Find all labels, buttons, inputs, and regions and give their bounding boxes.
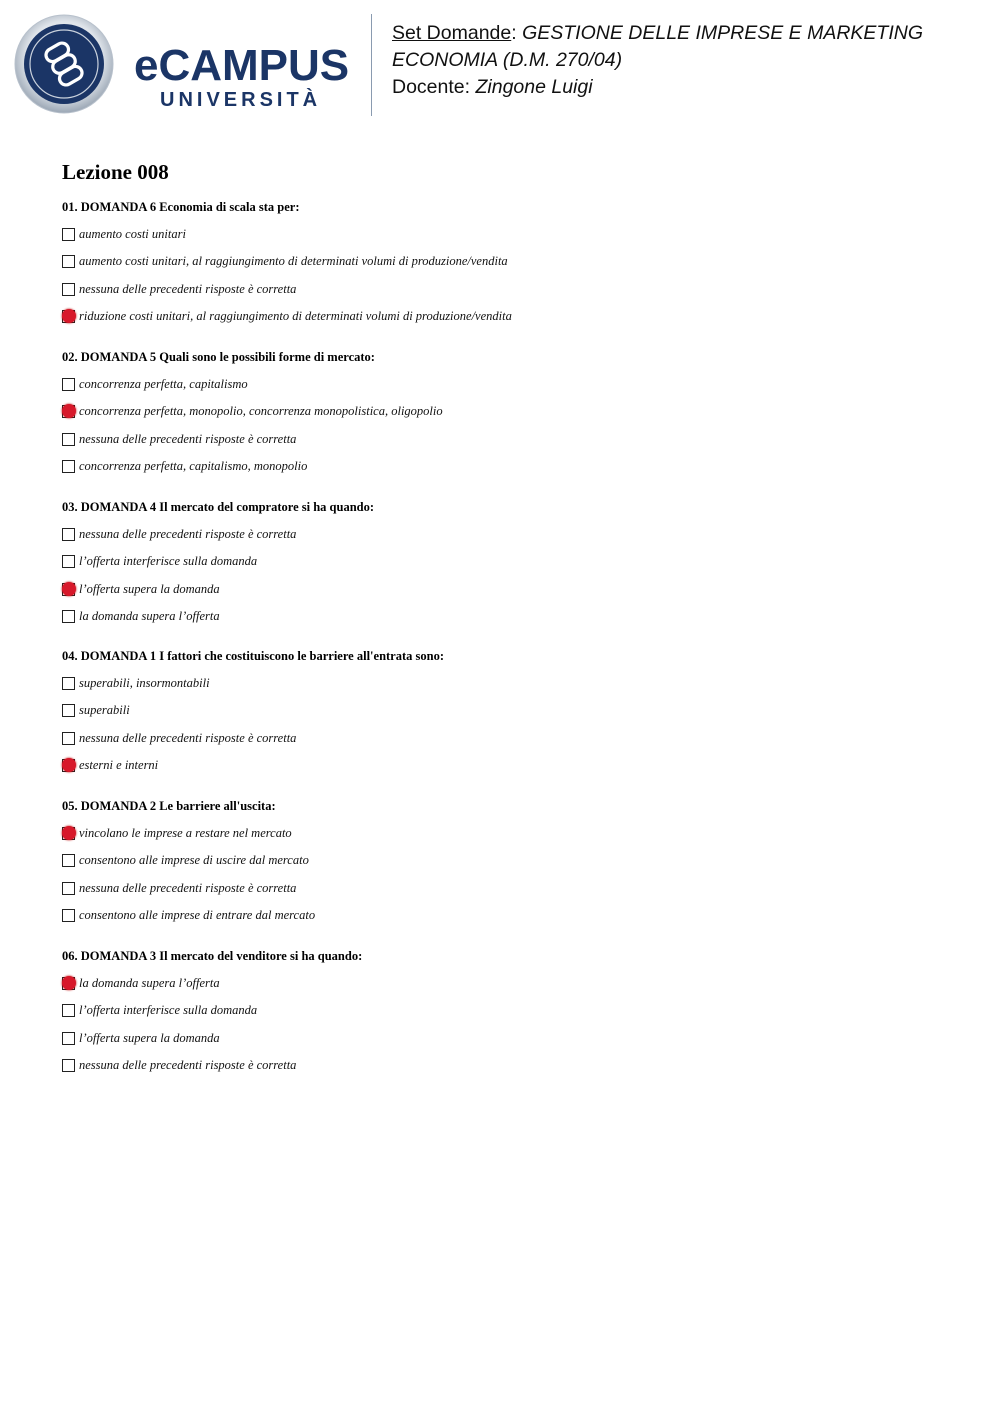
question-title: 04. DOMANDA 1 I fattori che costituiscono le barriere all'entrata sono:	[62, 649, 444, 663]
answer-text: concorrenza perfetta, capitalismo, monopolio	[79, 458, 308, 473]
question-title: 03. DOMANDA 4 Il mercato del compratore si ha quando:	[62, 500, 375, 514]
answer-text: nessuna delle precedenti risposte è corretta	[79, 1057, 297, 1072]
answer-option[interactable]	[62, 880, 296, 896]
answer-checkbox[interactable]	[62, 732, 75, 745]
answer-text: aumento costi unitari	[79, 226, 186, 241]
header-divider	[371, 14, 372, 116]
answer-text: superabili	[79, 702, 130, 717]
answer-option[interactable]	[62, 730, 296, 746]
set-label: Set Domande	[392, 22, 512, 44]
answer-text: concorrenza perfetta, capitalismo	[79, 376, 248, 391]
answer-checkbox-selected[interactable]	[62, 759, 75, 772]
answer-checkbox[interactable]	[62, 528, 75, 541]
answer-text: l’offerta supera la domanda	[79, 581, 220, 596]
teacher-label: Docente:	[392, 76, 471, 98]
answer-option[interactable]	[62, 852, 309, 868]
course-title-2: ECONOMIA (D.M. 270/04)	[392, 49, 623, 71]
answer-option[interactable]	[62, 253, 508, 269]
question-title: 06. DOMANDA 3 Il mercato del venditore si ha quando:	[62, 949, 363, 963]
answer-checkbox-selected[interactable]	[62, 977, 75, 990]
answer-option[interactable]	[62, 675, 210, 691]
answer-checkbox[interactable]	[62, 1032, 75, 1045]
answer-checkbox-selected[interactable]	[62, 583, 75, 596]
teacher-name: Zingone Luigi	[475, 76, 593, 98]
answer-text: concorrenza perfetta, monopolio, concorrenza monopolistica, oligopolio	[79, 403, 443, 418]
answer-text: esterni e interni	[79, 757, 159, 772]
answer-option[interactable]	[62, 431, 296, 447]
answer-checkbox-selected[interactable]	[62, 827, 75, 840]
answer-option[interactable]	[62, 226, 186, 242]
answer-option[interactable]	[62, 975, 220, 991]
ecampus-logo-graphic	[14, 14, 359, 116]
answer-checkbox[interactable]	[62, 255, 75, 268]
answer-text: aumento costi unitari, al raggiungimento di determinati volumi di produzione/vendita	[79, 253, 508, 268]
logo-subtitle: UNIVERSITÀ	[160, 89, 322, 111]
answer-checkbox[interactable]	[62, 677, 75, 690]
answer-checkbox[interactable]	[62, 882, 75, 895]
answer-text: nessuna delle precedenti risposte è corretta	[79, 281, 297, 296]
answer-checkbox[interactable]	[62, 854, 75, 867]
answer-text: nessuna delle precedenti risposte è corretta	[79, 880, 297, 895]
answer-option[interactable]	[62, 757, 158, 773]
answer-option[interactable]	[62, 1002, 257, 1018]
answer-text: consentono alle imprese di entrare dal mercato	[79, 907, 316, 922]
answer-option[interactable]	[62, 1030, 220, 1046]
answer-text: nessuna delle precedenti risposte è corretta	[79, 526, 297, 541]
question-title: 05. DOMANDA 2 Le barriere all'uscita:	[62, 799, 276, 813]
answer-text: la domanda supera l’offerta	[79, 975, 220, 990]
answer-checkbox-selected[interactable]	[62, 310, 75, 323]
question-title: 02. DOMANDA 5 Quali sono le possibili forme di mercato:	[62, 350, 375, 364]
answer-option[interactable]	[62, 376, 248, 392]
answer-text: nessuna delle precedenti risposte è corretta	[79, 431, 297, 446]
answer-option[interactable]	[62, 403, 443, 419]
answer-checkbox[interactable]	[62, 433, 75, 446]
answer-checkbox[interactable]	[62, 555, 75, 568]
answer-text: l’offerta interferisce sulla domanda	[79, 1002, 258, 1017]
answer-option[interactable]	[62, 702, 130, 718]
lesson-title: Lezione 008	[62, 160, 169, 184]
answer-checkbox[interactable]	[62, 909, 75, 922]
ecampus-logo	[14, 14, 359, 116]
answer-checkbox[interactable]	[62, 704, 75, 717]
answer-text: la domanda supera l’offerta	[79, 608, 220, 623]
answer-option[interactable]	[62, 458, 307, 474]
answer-checkbox[interactable]	[62, 283, 75, 296]
answer-text: l’offerta supera la domanda	[79, 1030, 220, 1045]
course-title-1: GESTIONE DELLE IMPRESE E MARKETING	[522, 22, 924, 44]
header-line-2	[392, 47, 982, 74]
answer-text: nessuna delle precedenti risposte è corretta	[79, 730, 297, 745]
answer-option[interactable]	[62, 526, 296, 542]
answer-checkbox[interactable]	[62, 610, 75, 623]
answer-checkbox[interactable]	[62, 1059, 75, 1072]
logo-brand: eCAMPUS	[134, 41, 350, 90]
answer-checkbox[interactable]	[62, 1004, 75, 1017]
answer-option[interactable]	[62, 907, 315, 923]
answer-text: consentono alle imprese di uscire dal mercato	[79, 852, 309, 867]
answer-checkbox-selected[interactable]	[62, 405, 75, 418]
header-line-3	[392, 74, 982, 101]
answer-option[interactable]	[62, 608, 220, 624]
question-title: 01. DOMANDA 6 Economia di scala sta per:	[62, 200, 300, 214]
answer-text: vincolano le imprese a restare nel mercato	[79, 825, 292, 840]
answer-text: riduzione costi unitari, al raggiungimento di determinati volumi di produzione/vendita	[79, 308, 512, 323]
answer-option[interactable]	[62, 308, 512, 324]
answer-option[interactable]	[62, 581, 220, 597]
answer-text: superabili, insormontabili	[79, 675, 210, 690]
answer-checkbox[interactable]	[62, 228, 75, 241]
answer-option[interactable]	[62, 281, 296, 297]
header-info	[392, 20, 982, 101]
header-line-1	[392, 20, 982, 47]
answer-checkbox[interactable]	[62, 378, 75, 391]
answer-option[interactable]	[62, 553, 257, 569]
answer-checkbox[interactable]	[62, 460, 75, 473]
answer-option[interactable]	[62, 1057, 296, 1073]
answer-text: l’offerta interferisce sulla domanda	[79, 553, 258, 568]
set-colon: :	[511, 22, 517, 44]
answer-option[interactable]	[62, 825, 292, 841]
